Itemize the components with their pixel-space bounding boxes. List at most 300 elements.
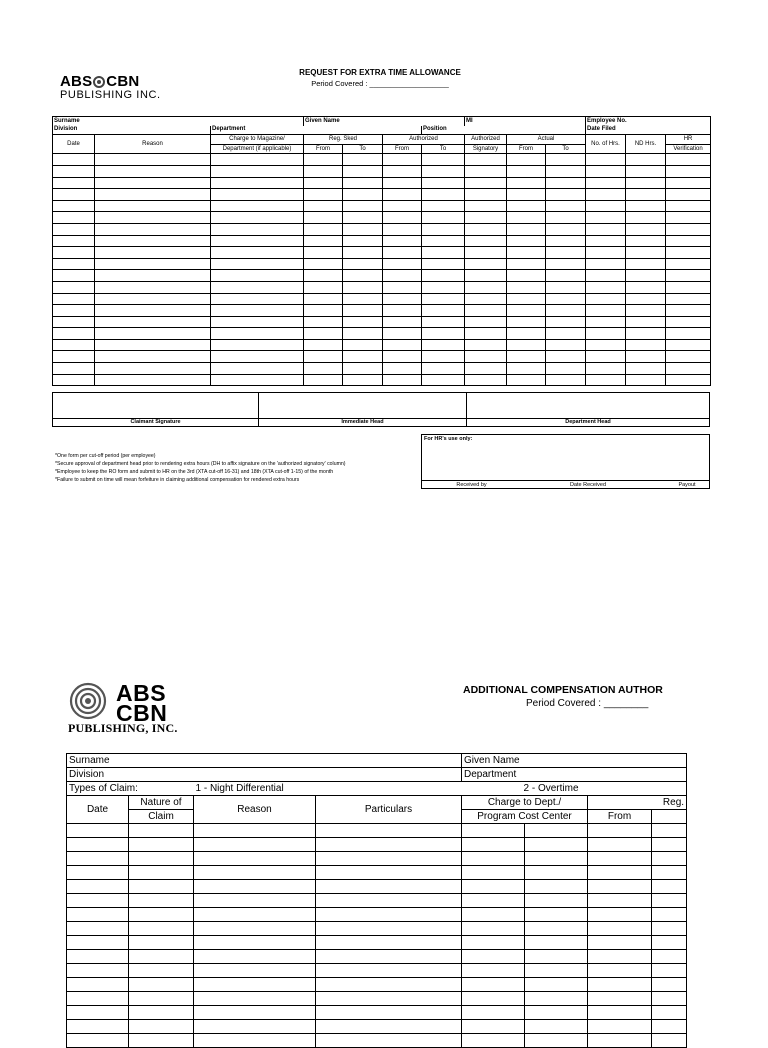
date-filed-field[interactable]: Date Filed xyxy=(586,126,711,135)
entry-cell[interactable] xyxy=(194,978,316,992)
position-field[interactable]: Position xyxy=(422,126,586,135)
entry-cell[interactable] xyxy=(465,328,507,340)
entry-cell[interactable] xyxy=(422,363,465,375)
entry-cell[interactable] xyxy=(462,964,525,978)
entry-cell[interactable] xyxy=(316,964,462,978)
entry-cell[interactable] xyxy=(383,165,422,177)
entry-cell[interactable] xyxy=(546,189,586,201)
entry-cell[interactable] xyxy=(304,281,343,293)
entry-cell[interactable] xyxy=(462,880,525,894)
entry-cell[interactable] xyxy=(194,824,316,838)
entry-cell[interactable] xyxy=(626,351,666,363)
entry-cell[interactable] xyxy=(316,1020,462,1034)
entry-cell[interactable] xyxy=(95,270,211,282)
entry-cell[interactable] xyxy=(422,189,465,201)
entry-cell[interactable] xyxy=(588,1020,652,1034)
entry-cell[interactable] xyxy=(129,1034,194,1048)
entry-cell[interactable] xyxy=(67,992,129,1006)
entry-cell[interactable] xyxy=(626,235,666,247)
entry-cell[interactable] xyxy=(588,1034,652,1048)
entry-cell[interactable] xyxy=(304,351,343,363)
entry-cell[interactable] xyxy=(588,978,652,992)
entry-cell[interactable] xyxy=(304,374,343,386)
entry-cell[interactable] xyxy=(422,258,465,270)
entry-cell[interactable] xyxy=(316,866,462,880)
entry-cell[interactable] xyxy=(465,270,507,282)
entry-cell[interactable] xyxy=(586,235,626,247)
entry-cell[interactable] xyxy=(507,374,546,386)
entry-cell[interactable] xyxy=(652,992,687,1006)
entry-cell[interactable] xyxy=(626,223,666,235)
entry-cell[interactable] xyxy=(95,351,211,363)
entry-cell[interactable] xyxy=(626,316,666,328)
entry-cell[interactable] xyxy=(194,880,316,894)
entry-cell[interactable] xyxy=(194,866,316,880)
entry-cell[interactable] xyxy=(53,328,95,340)
employee-no-field[interactable]: Employee No. xyxy=(586,117,711,126)
entry-cell[interactable] xyxy=(588,852,652,866)
entry-cell[interactable] xyxy=(95,328,211,340)
entry-cell[interactable] xyxy=(211,154,304,166)
entry-cell[interactable] xyxy=(525,824,588,838)
entry-cell[interactable] xyxy=(67,880,129,894)
entry-cell[interactable] xyxy=(588,950,652,964)
entry-cell[interactable] xyxy=(343,223,383,235)
entry-cell[interactable] xyxy=(546,223,586,235)
entry-cell[interactable] xyxy=(465,223,507,235)
entry-cell[interactable] xyxy=(465,363,507,375)
entry-cell[interactable] xyxy=(422,177,465,189)
entry-cell[interactable] xyxy=(626,177,666,189)
entry-cell[interactable] xyxy=(666,212,711,224)
entry-cell[interactable] xyxy=(546,154,586,166)
entry-cell[interactable] xyxy=(316,908,462,922)
entry-cell[interactable] xyxy=(525,1034,588,1048)
entry-cell[interactable] xyxy=(53,305,95,317)
entry-cell[interactable] xyxy=(462,936,525,950)
entry-cell[interactable] xyxy=(422,316,465,328)
entry-cell[interactable] xyxy=(586,374,626,386)
entry-cell[interactable] xyxy=(666,328,711,340)
immediate-head-box[interactable] xyxy=(259,393,467,426)
entry-cell[interactable] xyxy=(304,177,343,189)
entry-cell[interactable] xyxy=(304,212,343,224)
entry-cell[interactable] xyxy=(211,328,304,340)
entry-cell[interactable] xyxy=(343,247,383,259)
entry-cell[interactable] xyxy=(652,824,687,838)
entry-cell[interactable] xyxy=(211,212,304,224)
entry-cell[interactable] xyxy=(652,866,687,880)
entry-cell[interactable] xyxy=(652,852,687,866)
entry-cell[interactable] xyxy=(422,165,465,177)
entry-cell[interactable] xyxy=(586,351,626,363)
entry-cell[interactable] xyxy=(507,235,546,247)
entry-cell[interactable] xyxy=(666,339,711,351)
entry-cell[interactable] xyxy=(525,936,588,950)
entry-cell[interactable] xyxy=(343,189,383,201)
entry-cell[interactable] xyxy=(383,305,422,317)
entry-cell[interactable] xyxy=(465,189,507,201)
entry-cell[interactable] xyxy=(546,328,586,340)
entry-cell[interactable] xyxy=(507,316,546,328)
entry-cell[interactable] xyxy=(53,223,95,235)
entry-cell[interactable] xyxy=(588,964,652,978)
entry-cell[interactable] xyxy=(343,165,383,177)
entry-cell[interactable] xyxy=(343,270,383,282)
entry-cell[interactable] xyxy=(507,200,546,212)
entry-cell[interactable] xyxy=(67,1020,129,1034)
entry-cell[interactable] xyxy=(422,154,465,166)
entry-cell[interactable] xyxy=(67,936,129,950)
entry-cell[interactable] xyxy=(652,936,687,950)
entry-cell[interactable] xyxy=(626,154,666,166)
entry-cell[interactable] xyxy=(211,223,304,235)
entry-cell[interactable] xyxy=(507,189,546,201)
entry-cell[interactable] xyxy=(422,235,465,247)
entry-cell[interactable] xyxy=(422,212,465,224)
entry-cell[interactable] xyxy=(95,374,211,386)
entry-cell[interactable] xyxy=(304,328,343,340)
entry-cell[interactable] xyxy=(129,922,194,936)
entry-cell[interactable] xyxy=(507,223,546,235)
entry-cell[interactable] xyxy=(465,316,507,328)
entry-cell[interactable] xyxy=(129,936,194,950)
type-night-differential[interactable]: 1 - Night Differential xyxy=(195,782,284,794)
entry-cell[interactable] xyxy=(586,270,626,282)
entry-cell[interactable] xyxy=(129,838,194,852)
entry-cell[interactable] xyxy=(422,293,465,305)
entry-cell[interactable] xyxy=(465,293,507,305)
entry-cell[interactable] xyxy=(211,339,304,351)
entry-cell[interactable] xyxy=(525,992,588,1006)
entry-cell[interactable] xyxy=(546,281,586,293)
entry-cell[interactable] xyxy=(67,852,129,866)
entry-cell[interactable] xyxy=(586,339,626,351)
entry-cell[interactable] xyxy=(95,258,211,270)
entry-cell[interactable] xyxy=(465,177,507,189)
entry-cell[interactable] xyxy=(652,1006,687,1020)
entry-cell[interactable] xyxy=(525,894,588,908)
entry-cell[interactable] xyxy=(129,894,194,908)
entry-cell[interactable] xyxy=(652,1034,687,1048)
entry-cell[interactable] xyxy=(626,258,666,270)
entry-cell[interactable] xyxy=(383,363,422,375)
entry-cell[interactable] xyxy=(194,852,316,866)
entry-cell[interactable] xyxy=(304,305,343,317)
entry-cell[interactable] xyxy=(465,200,507,212)
department-field[interactable]: Department xyxy=(211,126,422,135)
entry-cell[interactable] xyxy=(304,293,343,305)
entry-cell[interactable] xyxy=(53,374,95,386)
division-field[interactable]: Division xyxy=(53,126,211,135)
entry-cell[interactable] xyxy=(95,165,211,177)
division-field[interactable]: Division xyxy=(67,768,462,782)
entry-cell[interactable] xyxy=(383,339,422,351)
entry-cell[interactable] xyxy=(53,363,95,375)
entry-cell[interactable] xyxy=(67,838,129,852)
entry-cell[interactable] xyxy=(546,177,586,189)
entry-cell[interactable] xyxy=(343,374,383,386)
entry-cell[interactable] xyxy=(343,235,383,247)
entry-cell[interactable] xyxy=(626,212,666,224)
entry-cell[interactable] xyxy=(422,339,465,351)
department-field[interactable]: Department xyxy=(462,768,687,782)
entry-cell[interactable] xyxy=(95,177,211,189)
entry-cell[interactable] xyxy=(67,894,129,908)
entry-cell[interactable] xyxy=(462,894,525,908)
entry-cell[interactable] xyxy=(383,281,422,293)
entry-cell[interactable] xyxy=(666,305,711,317)
entry-cell[interactable] xyxy=(507,247,546,259)
entry-cell[interactable] xyxy=(95,293,211,305)
entry-cell[interactable] xyxy=(129,978,194,992)
entry-cell[interactable] xyxy=(586,305,626,317)
entry-cell[interactable] xyxy=(129,1006,194,1020)
entry-cell[interactable] xyxy=(626,165,666,177)
entry-cell[interactable] xyxy=(462,922,525,936)
entry-cell[interactable] xyxy=(546,363,586,375)
entry-cell[interactable] xyxy=(465,154,507,166)
entry-cell[interactable] xyxy=(95,212,211,224)
entry-cell[interactable] xyxy=(343,200,383,212)
entry-cell[interactable] xyxy=(525,880,588,894)
entry-cell[interactable] xyxy=(586,328,626,340)
entry-cell[interactable] xyxy=(316,894,462,908)
entry-cell[interactable] xyxy=(129,964,194,978)
entry-cell[interactable] xyxy=(316,1006,462,1020)
entry-cell[interactable] xyxy=(383,212,422,224)
entry-cell[interactable] xyxy=(525,852,588,866)
entry-cell[interactable] xyxy=(383,293,422,305)
entry-cell[interactable] xyxy=(383,351,422,363)
entry-cell[interactable] xyxy=(666,154,711,166)
entry-cell[interactable] xyxy=(586,247,626,259)
entry-cell[interactable] xyxy=(383,374,422,386)
entry-cell[interactable] xyxy=(383,223,422,235)
entry-cell[interactable] xyxy=(53,247,95,259)
entry-cell[interactable] xyxy=(343,154,383,166)
entry-cell[interactable] xyxy=(194,1034,316,1048)
entry-cell[interactable] xyxy=(304,189,343,201)
entry-cell[interactable] xyxy=(129,992,194,1006)
entry-cell[interactable] xyxy=(666,316,711,328)
entry-cell[interactable] xyxy=(95,339,211,351)
entry-cell[interactable] xyxy=(304,247,343,259)
entry-cell[interactable] xyxy=(666,281,711,293)
entry-cell[interactable] xyxy=(53,258,95,270)
entry-cell[interactable] xyxy=(211,189,304,201)
entry-cell[interactable] xyxy=(507,165,546,177)
entry-cell[interactable] xyxy=(626,374,666,386)
entry-cell[interactable] xyxy=(422,247,465,259)
entry-cell[interactable] xyxy=(462,992,525,1006)
surname-field[interactable]: Surname xyxy=(67,754,462,768)
entry-cell[interactable] xyxy=(507,305,546,317)
entry-cell[interactable] xyxy=(507,339,546,351)
entry-cell[interactable] xyxy=(462,908,525,922)
entry-cell[interactable] xyxy=(546,305,586,317)
entry-cell[interactable] xyxy=(422,351,465,363)
entry-cell[interactable] xyxy=(194,1020,316,1034)
entry-cell[interactable] xyxy=(462,1020,525,1034)
entry-cell[interactable] xyxy=(343,305,383,317)
entry-cell[interactable] xyxy=(507,293,546,305)
entry-cell[interactable] xyxy=(462,1006,525,1020)
entry-cell[interactable] xyxy=(422,270,465,282)
entry-cell[interactable] xyxy=(67,950,129,964)
entry-cell[interactable] xyxy=(194,1006,316,1020)
entry-cell[interactable] xyxy=(546,235,586,247)
entry-cell[interactable] xyxy=(652,978,687,992)
entry-cell[interactable] xyxy=(462,978,525,992)
entry-cell[interactable] xyxy=(422,328,465,340)
entry-cell[interactable] xyxy=(546,293,586,305)
entry-cell[interactable] xyxy=(666,258,711,270)
entry-cell[interactable] xyxy=(507,363,546,375)
entry-cell[interactable] xyxy=(422,374,465,386)
entry-cell[interactable] xyxy=(211,363,304,375)
entry-cell[interactable] xyxy=(129,866,194,880)
entry-cell[interactable] xyxy=(95,235,211,247)
entry-cell[interactable] xyxy=(586,154,626,166)
entry-cell[interactable] xyxy=(666,165,711,177)
entry-cell[interactable] xyxy=(211,235,304,247)
entry-cell[interactable] xyxy=(525,908,588,922)
entry-cell[interactable] xyxy=(383,316,422,328)
entry-cell[interactable] xyxy=(211,316,304,328)
entry-cell[interactable] xyxy=(666,177,711,189)
entry-cell[interactable] xyxy=(652,880,687,894)
entry-cell[interactable] xyxy=(129,824,194,838)
entry-cell[interactable] xyxy=(67,824,129,838)
entry-cell[interactable] xyxy=(304,270,343,282)
entry-cell[interactable] xyxy=(507,270,546,282)
entry-cell[interactable] xyxy=(383,177,422,189)
entry-cell[interactable] xyxy=(316,922,462,936)
entry-cell[interactable] xyxy=(129,880,194,894)
entry-cell[interactable] xyxy=(525,964,588,978)
entry-cell[interactable] xyxy=(652,838,687,852)
entry-cell[interactable] xyxy=(588,866,652,880)
entry-cell[interactable] xyxy=(211,165,304,177)
entry-cell[interactable] xyxy=(462,824,525,838)
entry-cell[interactable] xyxy=(546,247,586,259)
entry-cell[interactable] xyxy=(652,908,687,922)
entry-cell[interactable] xyxy=(465,247,507,259)
entry-cell[interactable] xyxy=(462,1034,525,1048)
entry-cell[interactable] xyxy=(465,305,507,317)
entry-cell[interactable] xyxy=(546,374,586,386)
entry-cell[interactable] xyxy=(507,281,546,293)
entry-cell[interactable] xyxy=(525,838,588,852)
entry-cell[interactable] xyxy=(546,339,586,351)
entry-cell[interactable] xyxy=(129,852,194,866)
entry-cell[interactable] xyxy=(626,305,666,317)
entry-cell[interactable] xyxy=(95,316,211,328)
entry-cell[interactable] xyxy=(95,247,211,259)
entry-cell[interactable] xyxy=(586,165,626,177)
entry-cell[interactable] xyxy=(525,866,588,880)
given-name-field[interactable]: Given Name xyxy=(304,117,465,126)
entry-cell[interactable] xyxy=(626,189,666,201)
entry-cell[interactable] xyxy=(465,235,507,247)
entry-cell[interactable] xyxy=(343,339,383,351)
given-name-field[interactable]: Given Name xyxy=(462,754,687,768)
surname-field[interactable]: Surname xyxy=(53,117,304,126)
entry-cell[interactable] xyxy=(525,950,588,964)
entry-cell[interactable] xyxy=(383,189,422,201)
entry-cell[interactable] xyxy=(588,1006,652,1020)
entry-cell[interactable] xyxy=(316,852,462,866)
entry-cell[interactable] xyxy=(67,866,129,880)
entry-cell[interactable] xyxy=(343,258,383,270)
entry-cell[interactable] xyxy=(194,838,316,852)
entry-cell[interactable] xyxy=(53,177,95,189)
entry-cell[interactable] xyxy=(422,223,465,235)
entry-cell[interactable] xyxy=(383,235,422,247)
entry-cell[interactable] xyxy=(588,824,652,838)
entry-cell[interactable] xyxy=(626,270,666,282)
entry-cell[interactable] xyxy=(588,880,652,894)
entry-cell[interactable] xyxy=(666,374,711,386)
entry-cell[interactable] xyxy=(304,363,343,375)
entry-cell[interactable] xyxy=(129,950,194,964)
entry-cell[interactable] xyxy=(194,992,316,1006)
entry-cell[interactable] xyxy=(53,212,95,224)
entry-cell[interactable] xyxy=(194,950,316,964)
entry-cell[interactable] xyxy=(383,270,422,282)
entry-cell[interactable] xyxy=(462,838,525,852)
entry-cell[interactable] xyxy=(53,165,95,177)
entry-cell[interactable] xyxy=(586,363,626,375)
type-overtime[interactable]: 2 - Overtime xyxy=(462,782,687,796)
entry-cell[interactable] xyxy=(304,165,343,177)
entry-cell[interactable] xyxy=(194,964,316,978)
entry-cell[interactable] xyxy=(666,351,711,363)
entry-cell[interactable] xyxy=(666,293,711,305)
entry-cell[interactable] xyxy=(588,936,652,950)
entry-cell[interactable] xyxy=(546,316,586,328)
entry-cell[interactable] xyxy=(525,1020,588,1034)
entry-cell[interactable] xyxy=(422,305,465,317)
entry-cell[interactable] xyxy=(626,247,666,259)
entry-cell[interactable] xyxy=(546,200,586,212)
entry-cell[interactable] xyxy=(546,351,586,363)
entry-cell[interactable] xyxy=(626,293,666,305)
entry-cell[interactable] xyxy=(67,1034,129,1048)
entry-cell[interactable] xyxy=(666,363,711,375)
entry-cell[interactable] xyxy=(194,936,316,950)
entry-cell[interactable] xyxy=(546,258,586,270)
entry-cell[interactable] xyxy=(95,154,211,166)
entry-cell[interactable] xyxy=(53,339,95,351)
entry-cell[interactable] xyxy=(383,200,422,212)
entry-cell[interactable] xyxy=(586,212,626,224)
entry-cell[interactable] xyxy=(588,922,652,936)
entry-cell[interactable] xyxy=(652,950,687,964)
entry-cell[interactable] xyxy=(525,1006,588,1020)
entry-cell[interactable] xyxy=(211,270,304,282)
entry-cell[interactable] xyxy=(652,894,687,908)
entry-cell[interactable] xyxy=(546,270,586,282)
entry-cell[interactable] xyxy=(95,189,211,201)
entry-cell[interactable] xyxy=(626,200,666,212)
entry-cell[interactable] xyxy=(465,212,507,224)
entry-cell[interactable] xyxy=(666,223,711,235)
entry-cell[interactable] xyxy=(194,894,316,908)
entry-cell[interactable] xyxy=(626,328,666,340)
entry-cell[interactable] xyxy=(652,964,687,978)
